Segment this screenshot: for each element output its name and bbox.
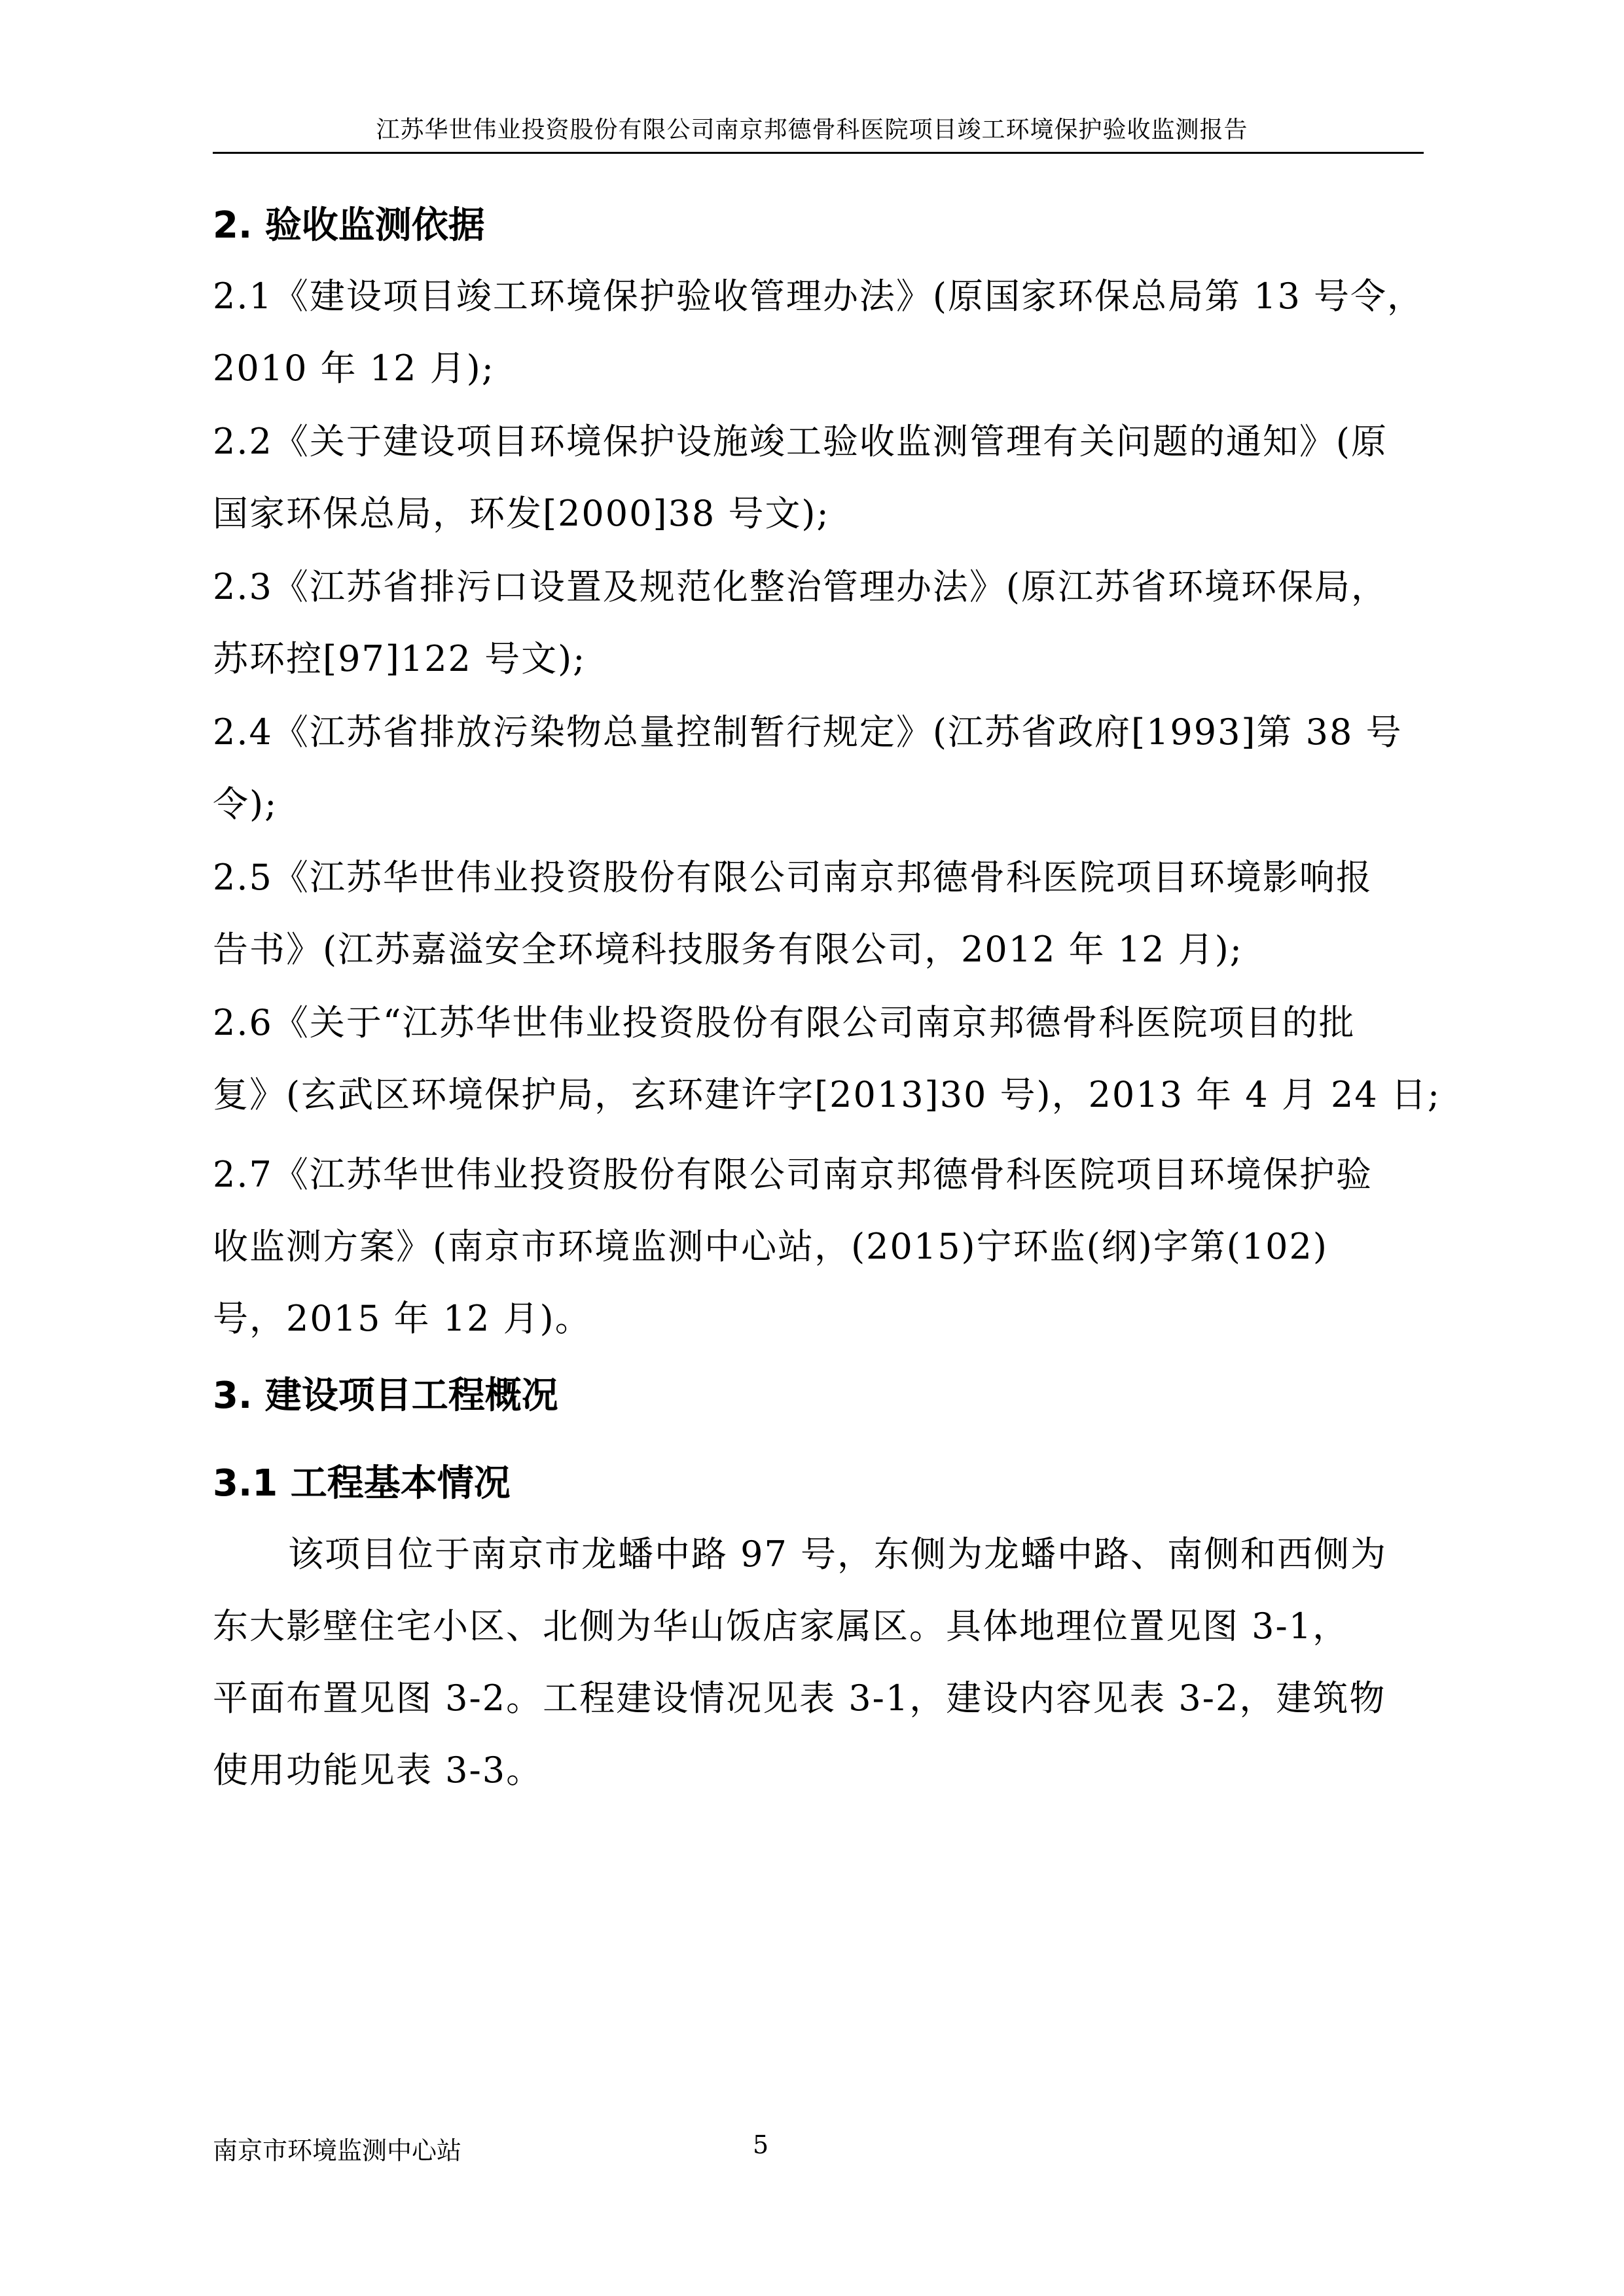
footer-organization: 南京市环境监测中心站 — [213, 2136, 462, 2165]
running-header: 江苏华世伟业投资股份有限公司南京邦德骨科医院项目竣工环境保护验收监测报告 — [376, 117, 1248, 143]
reference-2-7-line-2: 收监测方案》(南京市环境监测中心站，(2015)宁环监(纲)字第(102) — [213, 1226, 1328, 1267]
reference-2-7-line-1: 2.7《江苏华世伟业投资股份有限公司南京邦德骨科医院项目环境保护验 — [213, 1154, 1373, 1195]
section-heading-3: 3. 建设项目工程概况 — [213, 1374, 558, 1417]
paragraph-line-1: 该项目位于南京市龙蟠中路 97 号，东侧为龙蟠中路、南侧和西侧为 — [288, 1534, 1388, 1575]
paragraph-line-2: 东大影壁住宅小区、北侧为华山饭店家属区。具体地理位置见图 3-1， — [213, 1605, 1350, 1647]
reference-2-4-line-1: 2.4《江苏省排放污染物总量控制暂行规定》(江苏省政府[1993]第 38 号 — [213, 711, 1403, 753]
page-number: 5 — [753, 2130, 769, 2159]
reference-2-6-line-2: 复》(玄武区环境保护局，玄环建许字[2013]30 号)，2013 年 4 月 24 日; — [213, 1074, 1441, 1115]
header-rule — [213, 152, 1424, 154]
reference-2-2-line-1: 2.2《关于建设项目环境保护设施竣工验收监测管理有关问题的通知》(原 — [213, 421, 1388, 462]
reference-2-5-line-2: 告书》(江苏嘉溢安全环境科技服务有限公司，2012 年 12 月); — [213, 929, 1243, 970]
section-heading-2: 2. 验收监测依据 — [213, 204, 485, 247]
reference-2-2-line-2: 国家环保总局，环发[2000]38 号文); — [213, 493, 830, 534]
paragraph-line-4: 使用功能见表 3-3。 — [213, 1749, 543, 1791]
reference-2-3-line-2: 苏环控[97]122 号文); — [213, 638, 586, 679]
reference-2-5-line-1: 2.5《江苏华世伟业投资股份有限公司南京邦德骨科医院项目环境影响报 — [213, 857, 1373, 898]
reference-2-1-line-1: 2.1《建设项目竣工环境保护验收管理办法》(原国家环保总局第 13 号令， — [213, 276, 1424, 317]
reference-2-7-line-3: 号，2015 年 12 月)。 — [213, 1298, 592, 1339]
reference-2-6-line-1: 2.6《关于“江苏华世伟业投资股份有限公司南京邦德骨科医院项目的批 — [213, 1002, 1356, 1043]
reference-2-3-line-1: 2.3《江苏省排污口设置及规范化整治管理办法》(原江苏省环境环保局， — [213, 566, 1388, 607]
reference-2-4-line-2: 令); — [213, 783, 278, 825]
reference-2-1-line-2: 2010 年 12 月); — [213, 348, 495, 389]
subsection-heading-3-1: 3.1 工程基本情况 — [213, 1462, 511, 1505]
paragraph-line-3: 平面布置见图 3-2。工程建设情况见表 3-1，建设内容见表 3-2，建筑物 — [213, 1677, 1386, 1719]
